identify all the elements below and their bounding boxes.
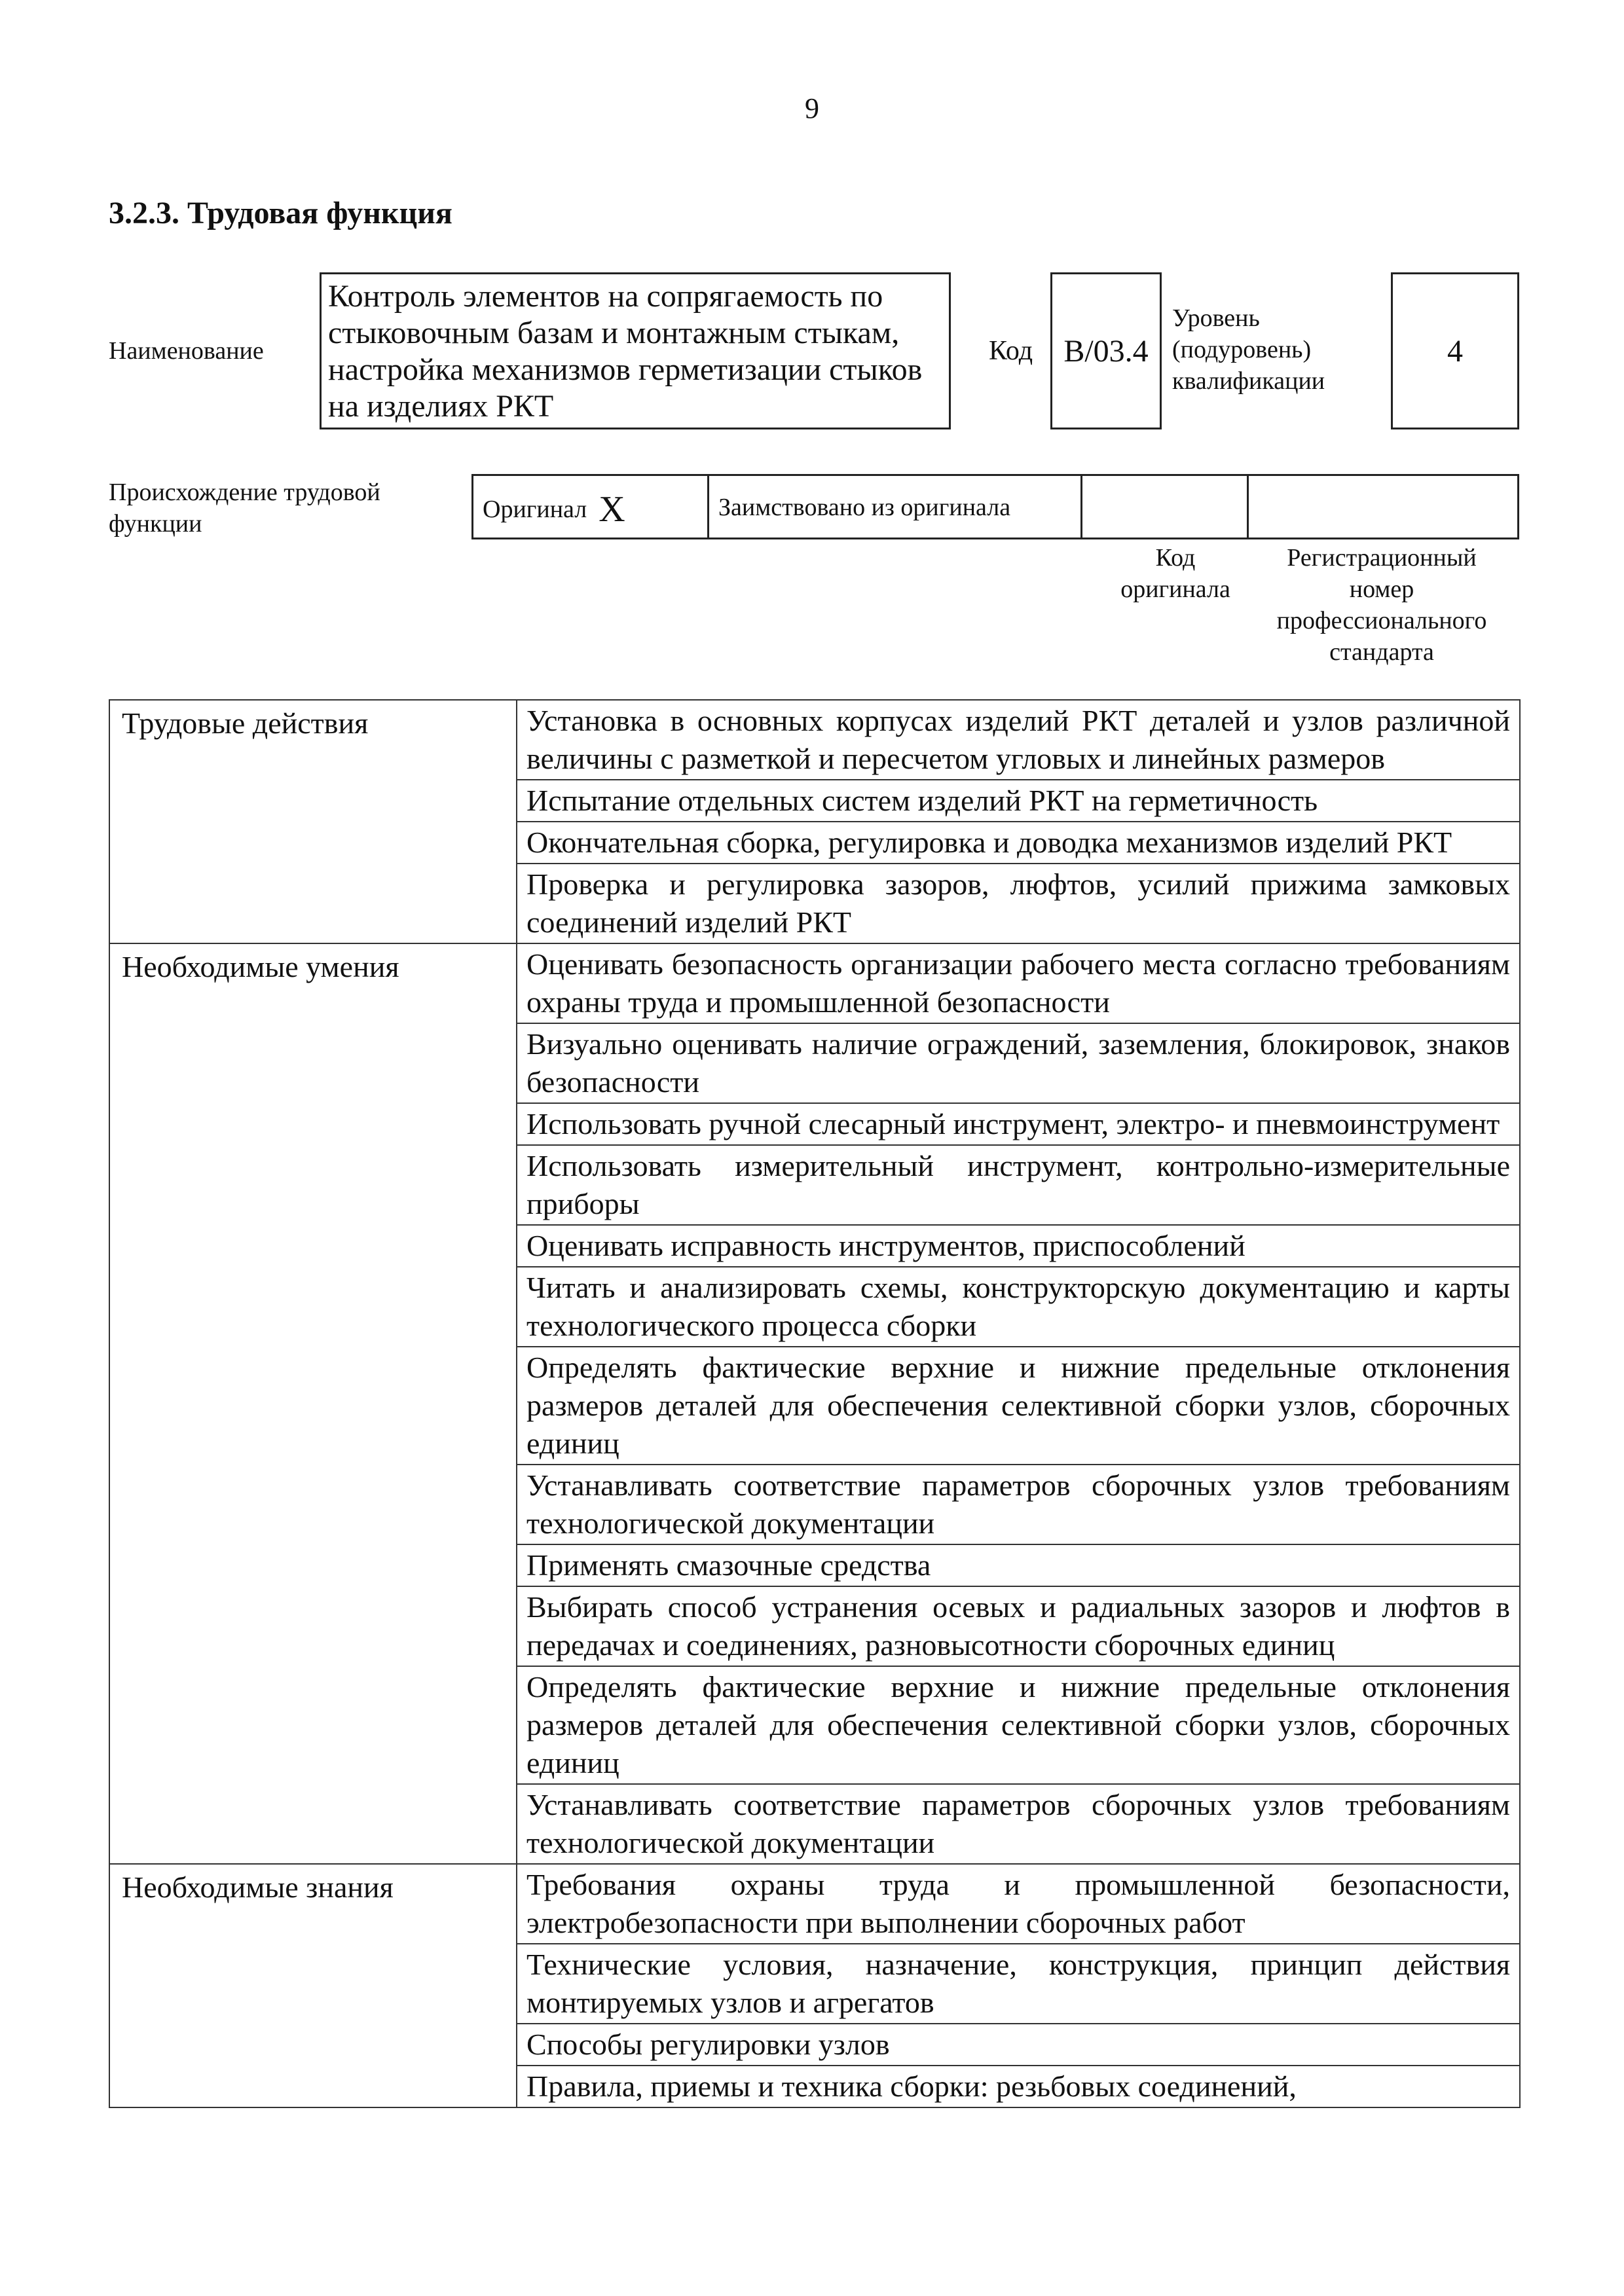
- action-item: Окончательная сборка, регулировка и доводка механизмов изделий РКТ: [517, 822, 1520, 864]
- reg-number-caption-line-1: Регистрационный: [1287, 544, 1477, 572]
- origin-original-cell: [473, 476, 709, 538]
- original-code-caption-line-2: оригинала: [1120, 575, 1230, 603]
- level-label-line-3: квалификации: [1172, 367, 1325, 395]
- knowledge-item: Правила, приемы и техника сборки: резьбовых соединений,: [517, 2066, 1520, 2107]
- origin-label-line-2: функции: [109, 510, 202, 538]
- table-row: [109, 1864, 1520, 1944]
- reg-number-caption: [1244, 542, 1519, 668]
- origin-code-cell: [1082, 476, 1249, 538]
- skill-item: Применять смазочные средства: [517, 1544, 1520, 1586]
- original-code-caption-line-1: Код: [1155, 544, 1196, 572]
- origin-reg-number-cell: [1249, 476, 1517, 538]
- level-label-line-2: (подуровень): [1172, 336, 1312, 363]
- borrowed-label: Заимствовано из оригинала: [718, 494, 1011, 521]
- skill-item: Визуально оценивать наличие ограждений, заземления, блокировок, знаков безопасности: [517, 1023, 1520, 1103]
- function-name-box: Контроль элементов на сопрягаемость по стыковочным базам и монтажным стыкам, настройка механизмов герметизации стыков на изделиях РКТ: [320, 272, 951, 429]
- action-item: Установка в основных корпусах изделий РКТ деталей и узлов различной величины с разметкой и пересчетом угловых и линейных размеров: [517, 700, 1520, 780]
- knowledge-item: Требования охраны труда и промышленной безопасности, электробезопасности при выполнении сборочных работ: [517, 1864, 1520, 1944]
- skill-item: Устанавливать соответствие параметров сборочных узлов требованиям технологической документации: [517, 1465, 1520, 1544]
- action-item: Испытание отдельных систем изделий РКТ на герметичность: [517, 780, 1520, 822]
- reg-number-caption-line-3: профессионального: [1276, 607, 1487, 634]
- skill-item: Читать и анализировать схемы, конструкторскую документацию и карты технологического процесса сборки: [517, 1267, 1520, 1347]
- skill-item: Оценивать безопасность организации рабочего места согласно требованиям охраны труда и промышленной безопасности: [517, 943, 1520, 1023]
- knowledge-item: Способы регулировки узлов: [517, 2024, 1520, 2066]
- reg-number-caption-line-4: стандарта: [1329, 638, 1434, 666]
- function-details-table: [109, 699, 1521, 2108]
- skill-item: Оценивать исправность инструментов, приспособлений: [517, 1225, 1520, 1267]
- table-row: [109, 943, 1520, 1023]
- level-value-box: 4: [1391, 272, 1519, 429]
- reg-number-caption-line-2: номер: [1349, 575, 1414, 603]
- level-label: [1172, 302, 1325, 397]
- original-mark: X: [599, 489, 625, 530]
- code-label: Код: [989, 336, 1033, 366]
- action-item: Проверка и регулировка зазоров, люфтов, усилий прижима замковых соединений изделий РКТ: [517, 864, 1520, 943]
- skill-item: Определять фактические верхние и нижние предельные отклонения размеров деталей для обеспечения селективной сборки узлов, сборочных единиц: [517, 1347, 1520, 1465]
- skills-category: Необходимые умения: [109, 943, 517, 1864]
- origin-table: [471, 474, 1519, 539]
- actions-category: Трудовые действия: [109, 700, 517, 943]
- skill-item: Использовать измерительный инструмент, контрольно-измерительные приборы: [517, 1145, 1520, 1225]
- page-number: 9: [805, 92, 819, 124]
- section-title: 3.2.3. Трудовая функция: [109, 196, 452, 230]
- skill-item: Устанавливать соответствие параметров сборочных узлов требованиям технологической документации: [517, 1784, 1520, 1864]
- code-value-box: B/03.4: [1050, 272, 1162, 429]
- name-label: Наименование: [109, 337, 264, 365]
- original-code-caption: [1087, 542, 1264, 605]
- level-label-line-1: Уровень: [1172, 304, 1260, 332]
- skill-item: Выбирать способ устранения осевых и радиальных зазоров и люфтов в передачах и соединениях, разновысотности сборочных единиц: [517, 1586, 1520, 1666]
- table-row: [109, 700, 1520, 780]
- knowledge-category: Необходимые знания: [109, 1864, 517, 2107]
- origin-label-line-1: Происхождение трудовой: [109, 479, 380, 506]
- skill-item: Использовать ручной слесарный инструмент, электро- и пневмоинструмент: [517, 1103, 1520, 1145]
- origin-borrowed-cell: [709, 476, 1082, 538]
- original-label: Оригинал: [483, 496, 587, 523]
- knowledge-item: Технические условия, назначение, конструкция, принцип действия монтируемых узлов и агрегатов: [517, 1944, 1520, 2024]
- skill-item: Определять фактические верхние и нижние предельные отклонения размеров деталей для обеспечения селективной сборки узлов, сборочных единиц: [517, 1666, 1520, 1784]
- origin-label: [109, 477, 380, 539]
